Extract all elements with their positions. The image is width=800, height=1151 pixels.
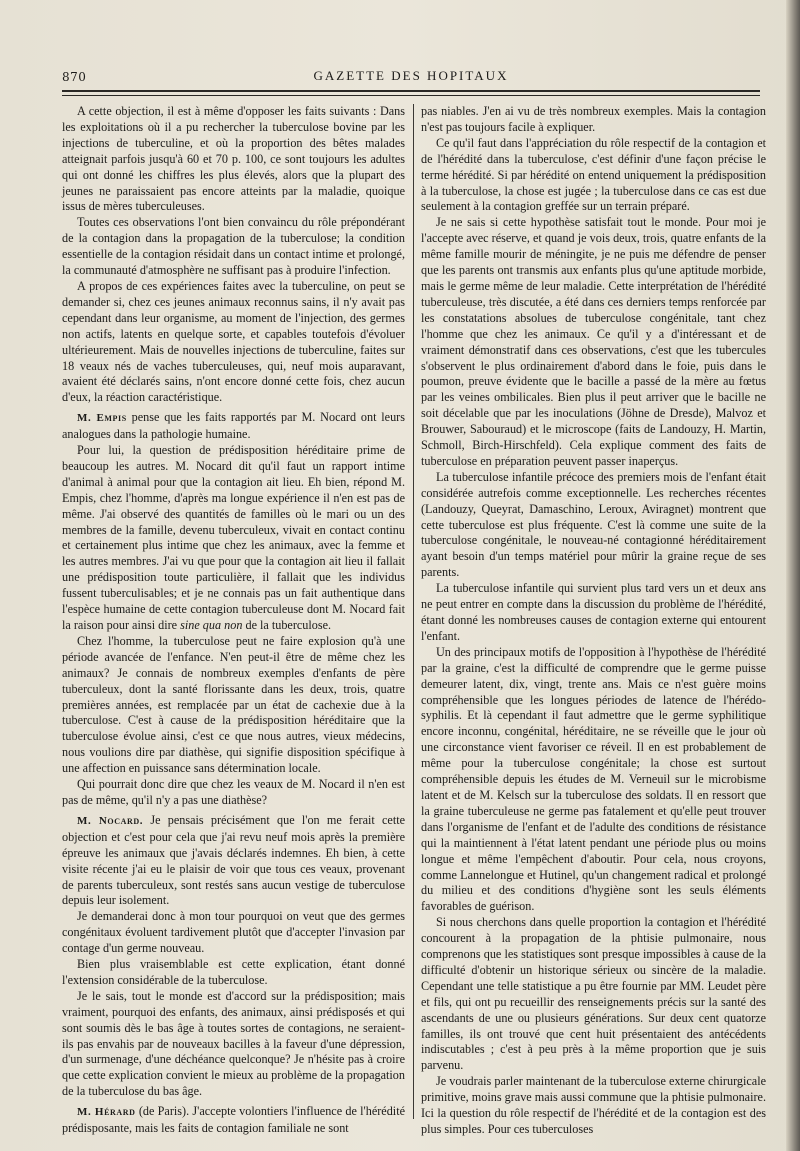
left-column — [62, 104, 405, 1137]
paragraph — [62, 410, 405, 443]
paragraph-text: (de Paris). J'accepte volontiers l'influence de l'hérédité prédisposante, mais les faits de contagion familiale ne sont — [62, 1104, 405, 1136]
paragraph-text: La tuberculose infantile précoce des premiers mois de l'enfant était considérée autrefois comme exceptionnelle. Les recherches récentes (Landouzy, Queyrat, Damaschino, Leroux, Aviragnet) montrent que cette tuberculose est plus fréquente. C'est là comme une suite de la tuberculose congénitale, le nouveau-né contagionné héréditairement ayant besoin d'un temps matériel pour mûrir la graine reçue de ses parents. — [421, 469, 766, 580]
page-number: 870 — [62, 70, 87, 84]
paragraph-text: Si nous cherchons dans quelle proportion la contagion et l'hérédité concourent à la propagation de la phtisie pulmonaire, nous comprenons que les statistiques sont presque impossibles à cause de la difficulté d'obtenir un historique sérieux ou sincère de la maladie. Cependant une telle statistique a pu être fournie par MM. Leudet père et fils, qui ont pu recueillir des renseignements précis sur la santé des ascendants de une ou plusieurs générations. Sur deux cent quatorze familles, ils ont trouvé que cent huit présentaient des antécédents indiscutables ; c'est à peu près à la même proportion que je suis parvenu. — [421, 915, 766, 1073]
paragraph-text: A propos de ces expériences faites avec la tuberculine, on peut se demander si, chez ces jeunes animaux reconnus sains, il n'y avait pas cependant dans leur organisme, au moment de l'injection, des germes non actifs, latents en quelque sorte, et capables toutefois d'évoluer ultérieurement. Mais de nouvelles injections de tuberculine, faites sur 18 veaux nés de vaches tuberculeuses, qui, neuf mois auparavant, avaient été déclarés sains, n'ont encore donné cette fois, chez aucun d'eux, la réaction caractéristique. — [62, 278, 405, 405]
page-header — [62, 66, 760, 88]
paragraph-text: A cette objection, il est à même d'opposer les faits suivants : Dans les exploitations où il a pu rechercher la tuberculose bovine par les injections de tuberculine, et où la proportion des bêtes malades atteignait parfois jusqu'à 60 et 70 p. 100, ce sont toujours les adultes qui ont donné les chiffres les plus élevés, alors que la plupart des jeunes ne paraissaient pas encore atteints par la maladie, quoique issus de mères tuberculeuses. — [62, 104, 405, 214]
paragraph — [62, 909, 405, 957]
paragraph-text: Bien plus vraisemblable est cette explication, étant donné l'extension considérable de la tuberculose. — [62, 957, 405, 987]
paragraph-text: Je ne sais si cette hypothèse satisfait tout le monde. Pour moi je l'accepte avec réserve, et quand je vois deux, trois, quatre enfants de la même famille mourir de méningite, je ne puis me défendre de penser que les parents ont transmis aux enfants plus qu'une aptitude morbide, mais le germe même de leur maladie. Cette interprétation de l'hérédité tuberculeuse, très discutée, a été dans ces derniers temps renforcée par les constatations absolues de tuberculose congénitale, tant chez l'homme que chez les animaux. Ce qu'il y a d'intéressant et de vraiment démonstratif dans ces observations, c'est que les tubercules s'observent le plus ordinairement d'abord dans le foie, puis dans le poumon, preuve évidente que le bacille a passé de la mère au fœtus par les veines ombilicales. Bien plus il peut arriver que le bacille ne soit décelable que par les inoculations (Jöhne de Dresde), Malvoz et Brouwer, Sabouraud) et le microscope (faits de Landouzy, H. Martin, Schmoll, Birch-Hirschfeld). Cela explique comment des faits de tuberculose en préparation peuvent passer inaperçus. — [421, 215, 766, 468]
paragraph — [421, 1074, 766, 1138]
journal-title: GAZETTE DES HOPITAUX — [313, 68, 509, 83]
paragraph — [62, 957, 405, 989]
paragraph-text: Qui pourrait donc dire que chez les veaux de M. Nocard il n'en est pas de même, qu'il n'y a pas une diathèse? — [62, 777, 405, 807]
paragraph-text: Chez l'homme, la tuberculose peut ne faire explosion qu'à une période avancée de l'enfance. N'en peut-il être de même chez les animaux? Je connais de nombreux exemples d'enfants de père tuberculeux, dont la santé florissante dans les deux, trois, quatre premières années, est remplacée par un état de cachexie due à la tuberculose. C'est à cause de la prédisposition héréditaire que la tuberculose évolue ainsi, c'est ce que nous autres, vieux médecins, nous voulions dire par diathèse, qui signifie disposition spécifique à une affection en puissance sans détermination locale. — [62, 633, 405, 776]
paragraph-text: Je demanderai donc à mon tour pourquoi on veut que des germes congénitaux évoluent tardivement plutôt que d'accepter l'invasion par contage d'un germe nouveau. — [62, 909, 405, 956]
right-column — [421, 104, 766, 1138]
paragraph-text: Ce qu'il faut dans l'appréciation du rôle respectif de la contagion et de l'hérédité dans la tuberculose, c'est définir d'une façon précise le terme hérédité. Si par hérédité on entend uniquement la prédisposition à la tuberculose, la chose est jugée ; la tuberculose dans ce cas est due seulement à la contagion greffée sur un terrain préparé. — [421, 135, 766, 214]
paragraph — [62, 1104, 405, 1137]
italic-phrase: sine qua non — [180, 618, 243, 632]
paragraph-text-tail: de la tuberculose. — [245, 618, 332, 632]
paragraph — [62, 777, 405, 809]
paragraph-text: Je voudrais parler maintenant de la tuberculose externe chirurgicale primitive, moins grave mais aussi commune que la phtisie pulmonaire. Ici la question du rôle respectif de l'hérédité et de la contagion est des plus simples. Pour ces tuberculoses — [421, 1074, 766, 1136]
speaker-name: M. Nocard. — [77, 814, 144, 827]
paragraph — [62, 989, 405, 1100]
paragraph — [62, 634, 405, 777]
speaker-name: M. Empis — [77, 412, 127, 425]
paragraph-text: La tuberculose infantile qui survient plus tard vers un et deux ans ne peut entrer en compte dans la discussion du problème de l'hérédité, étant donné les nombreuses causes de contagion externe qui entourent l'enfant. — [421, 581, 766, 643]
paragraph-text: Je pensais précisément que l'on me ferait cette objection et c'est pour cela que j'ai revu neuf mois après la première épreuve les animaux que j'avais déclarés indemnes. Eh bien, à cette visite récente j'ai eu le plaisir de voir que tous ces veaux, provenant de parents tuberculeux, sont restés sans aucun vestige de tuberculose depuis leur isolement. — [62, 812, 405, 908]
paragraph — [421, 136, 766, 216]
header-rule-thin — [62, 95, 760, 96]
speaker-name: M. Hérard — [77, 1106, 136, 1119]
paragraph — [421, 470, 766, 581]
paragraph — [421, 915, 766, 1074]
column-divider — [413, 104, 414, 1119]
paragraph — [62, 215, 405, 279]
page-edge-shadow — [786, 0, 800, 1151]
paragraph-text: Un des principaux motifs de l'opposition à l'hypothèse de l'hérédité par la graine, c'est la difficulté de comprendre que le germe puisse demeurer latent, dix, vingt, trente ans. Mais ce n'est guère moins compréhensible que les longues périodes de latence de l'hérédo-syphilis. Et là cependant il faut admettre que le germe syphilitique encore inconnu, congénital, héréditaire, ne se réveille que le jour où une circonstance vient favoriser ce réveil. Il en est probablement de même pour la tuberculose congénitale; la chose est surtout compréhensible depuis les études de M. Verneuil sur le microbisme latent et de M. Kelsch sur la tuberculose des soldats. Il en ressort que la graine tuberculeuse ne germe pas fatalement et qu'elle peut trouver dans l'organisme de l'enfant et de l'adulte des conditions de résistance qui la maintiennent à l'état latent pendant une période plus ou moins longue et même l'empêchent d'aboutir. Pour cela, nous croyons, comme Lannelongue et Hutinel, qu'un changement radical et prolongé du milieu et des conditions d'hygiène sont les seuls éléments favorables de guérison. — [421, 644, 766, 914]
paragraph-text: Toutes ces observations l'ont bien convaincu du rôle prépondérant de la contagion dans la propagation de la tuberculose; la condition essentielle de la contagion résidait dans un contact intime et prolongé, la communauté d'atmosphère ne suffisant pas à produire l'infection. — [62, 215, 405, 278]
paragraph-text: pense que les faits rapportés par M. Nocard ont leurs analogues dans la pathologie humaine. — [62, 410, 405, 442]
paragraph — [421, 104, 766, 136]
header-rule-thick — [62, 90, 760, 92]
paragraph — [62, 104, 405, 215]
paragraph — [62, 279, 405, 406]
paragraph — [421, 215, 766, 470]
paragraph — [421, 581, 766, 645]
paragraph — [62, 813, 405, 909]
paragraph-text: Pour lui, la question de prédisposition héréditaire prime de beaucoup les autres. M. Nocard dit qu'il faut un rapport intime d'animal à animal pour que la contagion ait lieu. Eh bien, répond M. Empis, chez l'homme, d'après ma longue expérience il n'en est pas de même. J'ai observé des quantités de familles où le mari ou un des membres de la famille, devenu tuberculeux, vivait en contact continu et certainement plus intime que chez les animaux, avec la femme et les autres membres. J'ai vu que pour que la contagion ait lieu il fallait une prédisposition toute particulière, il fallait que les individus fussent tuberculisables; et je ne connais pas un fait authentique dans l'espèce humaine de cette contagion tuberculeuse dont M. Nocard fait la raison pour ainsi dire — [62, 443, 405, 632]
paragraph — [421, 645, 766, 915]
paragraph — [62, 443, 405, 634]
paragraph-text: Je le sais, tout le monde est d'accord sur la prédisposition; mais vraiment, pourquoi des enfants, des animaux, ainsi prédisposés et qui sont soumis dès le bas âge à toutes sortes de contagions, ne seraient-ils pas envahis par de nouveaux bacilles à la faveur d'une dépression, d'un surmenage, d'une déchéance quelconque? Je n'hésite pas à croire que cette explication convient le mieux au problème de la propagation de la tuberculose du bas âge. — [62, 988, 405, 1099]
paragraph-text: pas niables. J'en ai vu de très nombreux exemples. Mais la contagion n'est pas toujours facile à expliquer. — [421, 104, 766, 134]
